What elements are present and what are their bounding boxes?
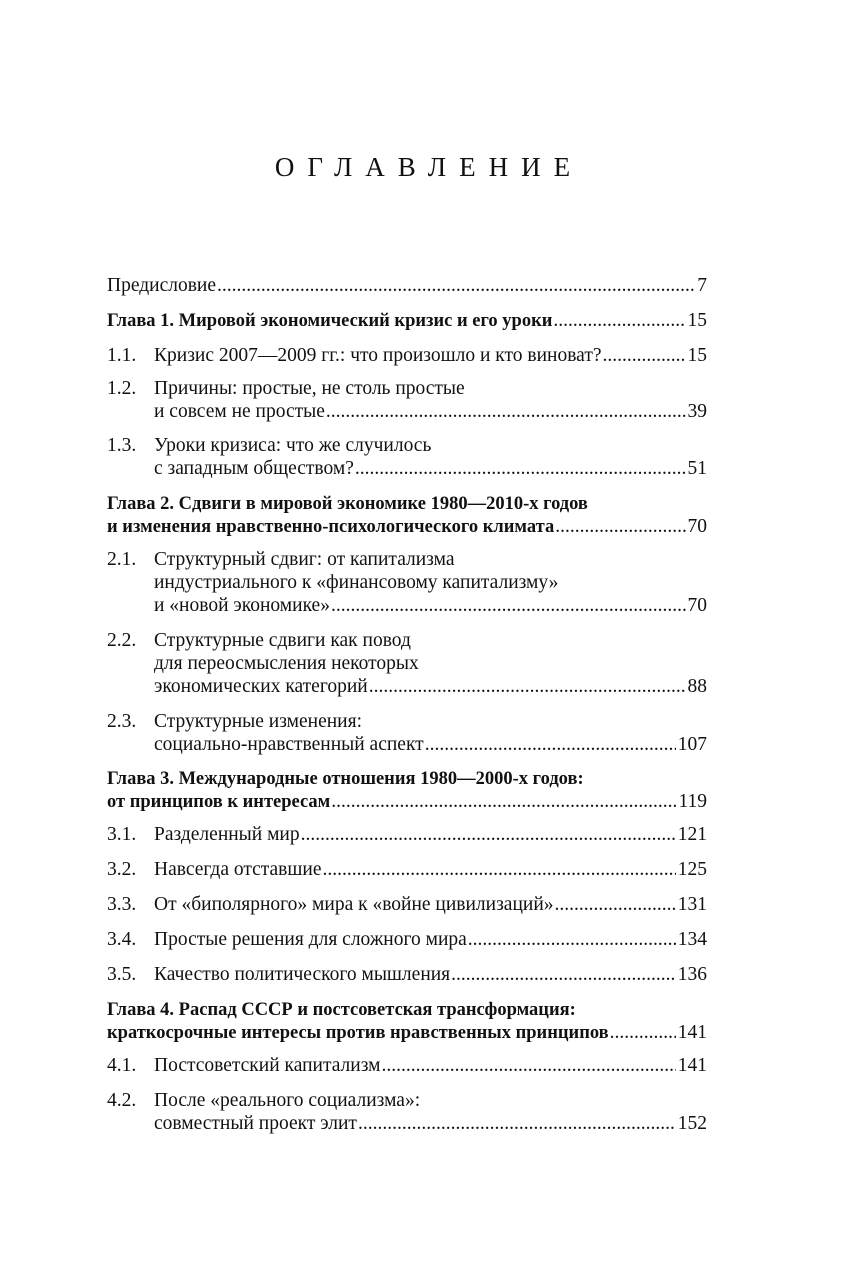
- entry-title-line: от принципов к интересам: [107, 792, 331, 812]
- entry-title-line: Простые решения для сложного мира: [154, 929, 467, 950]
- entry-title-line: Глава 1. Мировой экономический кризис и его уроки: [107, 311, 553, 331]
- toc-section[interactable]: [107, 893, 707, 916]
- dot-leader: [555, 893, 676, 916]
- entry-title-line: От «биполярного» мира к «войне цивилизаций»: [154, 894, 554, 915]
- toc-section[interactable]: [107, 1089, 707, 1135]
- page-number: 125: [677, 859, 707, 880]
- section-number: 1.1.: [107, 345, 137, 366]
- toc-section[interactable]: [107, 434, 707, 480]
- entry-title-line: Кризис 2007—2009 гг.: что произошло и кто виноват?: [154, 345, 602, 366]
- toc-entry[interactable]: [107, 274, 707, 297]
- page-number: 119: [678, 791, 707, 812]
- page-number: 134: [677, 929, 707, 950]
- entry-title-line: После «реального социализма»:: [154, 1090, 421, 1111]
- entry-title-line: совместный проект элит: [154, 1113, 357, 1134]
- toc-chapter[interactable]: [107, 309, 707, 332]
- entry-title-line: социально-нравственный аспект: [154, 734, 424, 755]
- section-number: 3.2.: [107, 859, 137, 880]
- entry-title-line: и совсем не простые: [154, 401, 325, 422]
- section-number: 3.5.: [107, 964, 137, 985]
- dot-leader: [425, 733, 676, 756]
- dot-leader: [217, 274, 695, 297]
- page-number: 51: [687, 458, 707, 479]
- dot-leader: [355, 457, 686, 480]
- section-number: 1.3.: [107, 435, 137, 456]
- section-number: 2.2.: [107, 630, 137, 651]
- entry-title-line: Глава 4. Распад СССР и постсоветская трансформация:: [107, 1000, 576, 1020]
- toc-section[interactable]: [107, 344, 707, 367]
- toc-section[interactable]: [107, 1054, 707, 1077]
- entry-title-line: Разделенный мир: [154, 824, 300, 845]
- page-number: 121: [677, 824, 707, 845]
- toc-section[interactable]: [107, 548, 707, 617]
- dot-leader: [610, 1021, 676, 1044]
- page-number: 131: [677, 894, 707, 915]
- entry-title-line: Предисловие: [107, 275, 217, 296]
- toc-chapter[interactable]: [107, 492, 707, 538]
- entry-title-line: Причины: простые, не столь простые: [154, 378, 465, 399]
- entry-title-line: Навсегда отставшие: [154, 859, 322, 880]
- dot-leader: [555, 515, 685, 538]
- toc-section[interactable]: [107, 629, 707, 698]
- entry-title-line: Структурные изменения:: [154, 711, 363, 732]
- page-number: 7: [697, 275, 707, 296]
- entry-title-line: для переосмысления некоторых: [154, 653, 419, 674]
- entry-title-line: индустриального к «финансовому капитализму»: [154, 572, 559, 593]
- page-title: ОГЛАВЛЕНИЕ: [274, 152, 584, 182]
- toc-section[interactable]: [107, 823, 707, 846]
- section-number: 3.3.: [107, 894, 137, 915]
- section-number: 4.1.: [107, 1055, 137, 1076]
- dot-leader: [451, 963, 676, 986]
- section-number: 3.1.: [107, 824, 137, 845]
- section-number: 1.2.: [107, 378, 137, 399]
- toc-chapter[interactable]: [107, 998, 707, 1044]
- entry-title-line: Постсоветский капитализм: [154, 1055, 381, 1076]
- toc-section[interactable]: [107, 963, 707, 986]
- entry-title-line: Структурный сдвиг: от капитализма: [154, 549, 455, 570]
- dot-leader: [331, 790, 676, 813]
- page-number: 15: [687, 345, 707, 366]
- entry-title-line: Глава 2. Сдвиги в мировой экономике 1980—2010-х годов: [107, 494, 588, 514]
- dot-leader: [358, 1112, 676, 1135]
- dot-leader: [382, 1054, 676, 1077]
- dot-leader: [603, 344, 686, 367]
- page-number: 15: [687, 310, 707, 331]
- page-number: 107: [677, 734, 707, 755]
- entry-title-line: экономических категорий: [154, 676, 368, 697]
- page-number: 70: [687, 516, 707, 537]
- entry-title-line: Структурные сдвиги как повод: [154, 630, 411, 651]
- table-of-contents: [107, 262, 707, 1135]
- dot-leader: [331, 594, 686, 617]
- dot-leader: [301, 823, 676, 846]
- toc-section[interactable]: [107, 377, 707, 423]
- page-number: 141: [677, 1022, 707, 1043]
- page-number: 136: [677, 964, 707, 985]
- entry-title-line: с западным обществом?: [154, 458, 354, 479]
- entry-title-line: Качество политического мышления: [154, 964, 451, 985]
- entry-title-line: Глава 3. Международные отношения 1980—2000-х годов:: [107, 769, 584, 789]
- page-number: 88: [687, 676, 707, 697]
- toc-section[interactable]: [107, 858, 707, 881]
- dot-leader: [326, 400, 686, 423]
- toc-section[interactable]: [107, 928, 707, 951]
- section-number: 4.2.: [107, 1090, 137, 1111]
- page-number: 152: [677, 1113, 707, 1134]
- entry-title-line: Уроки кризиса: что же случилось: [154, 435, 432, 456]
- dot-leader: [323, 858, 676, 881]
- entry-title-line: и изменения нравственно-психологического климата: [107, 517, 555, 537]
- section-number: 3.4.: [107, 929, 137, 950]
- dot-leader: [369, 675, 686, 698]
- section-number: 2.3.: [107, 711, 137, 732]
- page-number: 141: [677, 1055, 707, 1076]
- toc-chapter[interactable]: [107, 767, 707, 813]
- toc-section[interactable]: [107, 710, 707, 756]
- section-number: 2.1.: [107, 549, 137, 570]
- page-number: 39: [687, 401, 707, 422]
- entry-title-line: и «новой экономике»: [154, 595, 330, 616]
- page-number: 70: [687, 595, 707, 616]
- dot-leader: [468, 928, 676, 951]
- entry-title-line: краткосрочные интересы против нравственных принципов: [107, 1023, 609, 1043]
- dot-leader: [553, 309, 685, 332]
